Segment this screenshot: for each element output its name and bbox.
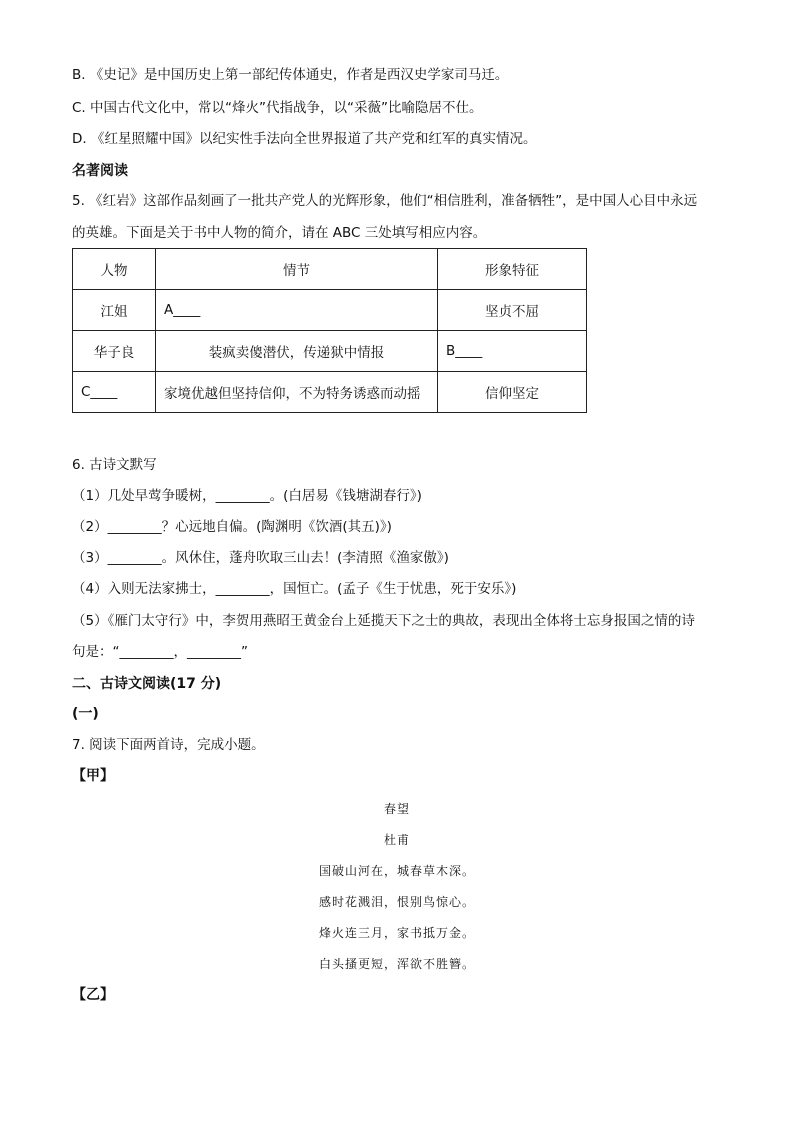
table-cell: C____	[73, 372, 156, 413]
q5-line2: 的英雄。下面是关于书中人物的简介，请在 ABC 三处填写相应内容。	[72, 225, 487, 241]
q6-item: 句是：“________，________”	[72, 644, 248, 660]
q6-item: （5）《雁门太守行》中，李贺用燕昭王黄金台上延揽天下之士的典故，表现出全体将士忘身报国之情的诗	[72, 613, 695, 629]
table-cell: B____	[438, 331, 587, 372]
q6-item: （4）入则无法家拂士，________，国恒亡。(孟子《生于忧患，死于安乐》)	[72, 581, 517, 597]
table-header: 人物	[73, 249, 156, 290]
section-heading-mingzhu: 名著阅读	[72, 163, 128, 179]
table-cell: 信仰坚定	[438, 372, 587, 413]
q6-title: 6. 古诗文默写	[72, 457, 157, 473]
table-cell: 装疯卖傻潜伏，传递狱中情报	[156, 331, 438, 372]
poem-title: 春望	[383, 802, 410, 816]
option-d: D. 《红星照耀中国》以纪实性手法向全世界报道了共产党和红军的真实情况。	[72, 131, 537, 147]
table-cell: 坚贞不屈	[438, 290, 587, 331]
poem-line: 国破山河在，城春草木深。	[318, 864, 475, 878]
poem-line: 感时花溅泪，恨别鸟惊心。	[318, 895, 475, 909]
table-header-row	[73, 249, 587, 290]
table-row	[73, 331, 587, 372]
section-heading-2: 二、古诗文阅读(17 分)	[72, 676, 222, 692]
character-table	[72, 248, 587, 413]
label-yi: 【乙】	[72, 987, 114, 1003]
option-b: B. 《史记》是中国历史上第一部纪传体通史，作者是西汉史学家司马迁。	[72, 67, 509, 83]
poem-author: 杜甫	[383, 833, 410, 847]
q5-line1: 5. 《红岩》这部作品刻画了一批共产党人的光辉形象，他们“相信胜利，准备牺牲”，是中国人心目中永远	[72, 193, 698, 209]
table-cell: 家境优越但坚持信仰，不为特务诱惑而动摇	[156, 372, 438, 413]
table-cell: A____	[156, 290, 438, 331]
table-cell: 华子良	[73, 331, 156, 372]
table-header: 情节	[156, 249, 438, 290]
poem-line: 白头搔更短，浑欲不胜簪。	[318, 957, 475, 971]
q6-item: （2）________？心远地自偏。(陶渊明《饮酒(其五)》)	[72, 519, 392, 535]
subsection-1: (一)	[72, 706, 99, 722]
table-cell: 江姐	[73, 290, 156, 331]
table-row	[73, 372, 587, 413]
label-jia: 【甲】	[72, 768, 114, 784]
table-row	[73, 290, 587, 331]
q6-item: （3）________。风休住，蓬舟吹取三山去！(李清照《渔家傲》)	[72, 550, 449, 566]
table-header: 形象特征	[438, 249, 587, 290]
q6-item: （1）几处早莺争暖树，________。(白居易《钱塘湖春行》)	[72, 488, 422, 504]
poem-line: 烽火连三月，家书抵万金。	[318, 926, 475, 940]
option-c: C. 中国古代文化中，常以“烽火”代指战争，以“采薇”比喻隐居不仕。	[72, 100, 483, 116]
q7-prompt: 7. 阅读下面两首诗，完成小题。	[72, 737, 265, 753]
